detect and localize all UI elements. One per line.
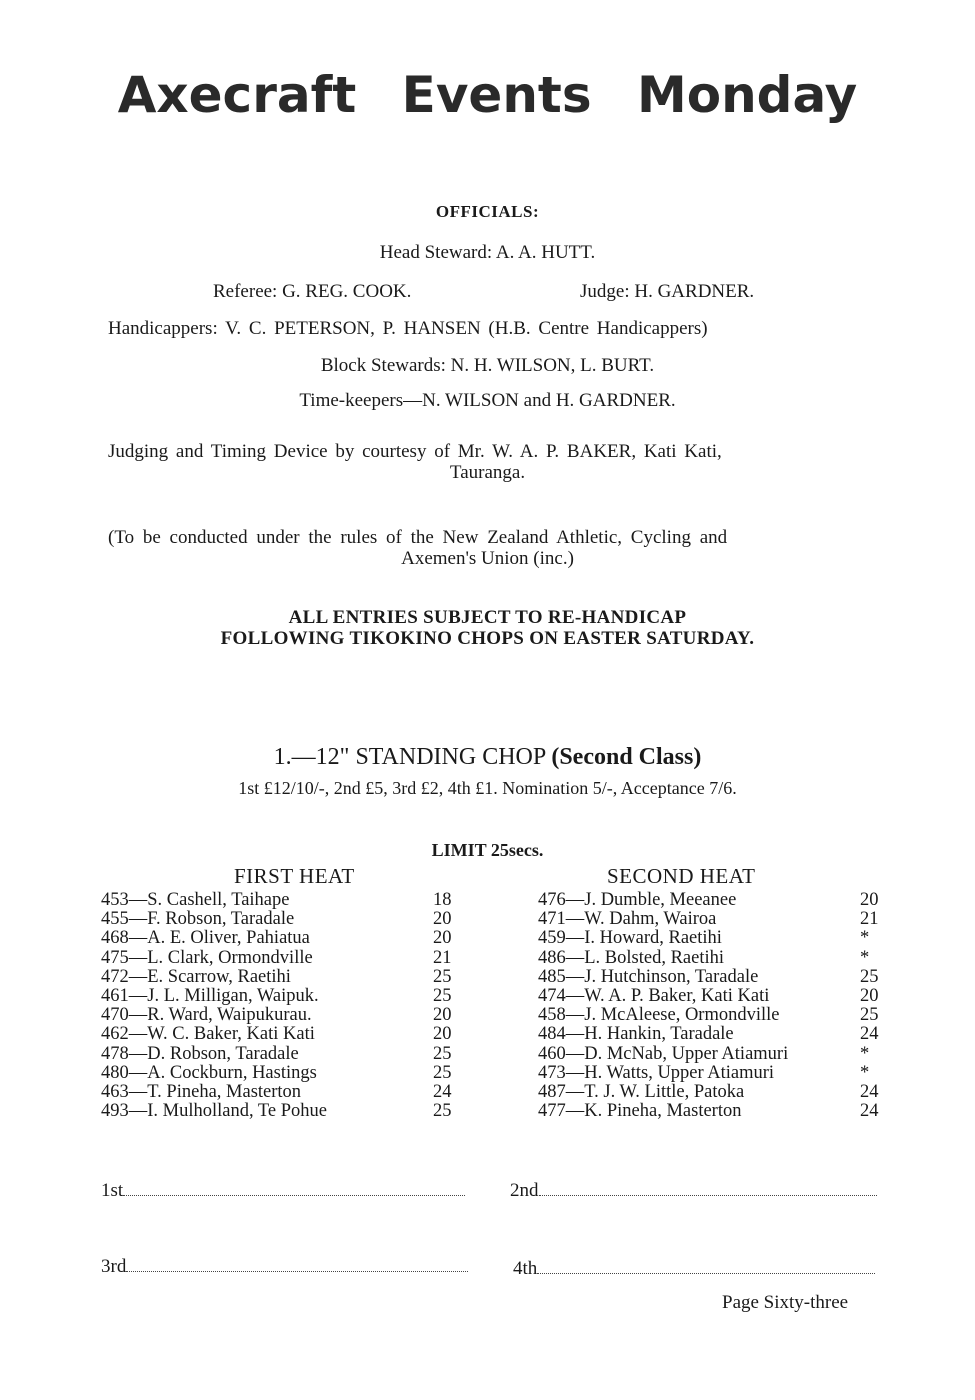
entry-mark: * <box>860 947 870 968</box>
entry-mark: 20 <box>433 909 452 930</box>
entry-name: 486—L. Bolsted, Raetihi <box>538 947 725 968</box>
entry-mark: 21 <box>433 947 452 968</box>
placing-first <box>101 1180 465 1202</box>
entry-name: 468—A. E. Oliver, Pahiatua <box>101 928 310 949</box>
entry-row <box>538 1025 888 1044</box>
first-heat-heading: FIRST HEAT <box>234 864 355 888</box>
first-heat-list <box>101 891 461 1121</box>
entry-name: 471—W. Dahm, Wairoa <box>538 909 717 930</box>
entry-row <box>101 1083 461 1102</box>
entry-mark: 20 <box>433 928 452 949</box>
entry-name: 459—I. Howard, Raetihi <box>538 928 722 949</box>
entry-row <box>538 1083 888 1102</box>
entry-name: 478—D. Robson, Taradale <box>101 1043 299 1064</box>
placing-first-label: 1st <box>101 1180 124 1201</box>
entry-row <box>101 949 461 968</box>
entry-mark: 24 <box>433 1081 452 1102</box>
entry-row <box>538 987 888 1006</box>
entry-mark: 25 <box>433 1062 452 1083</box>
entry-row <box>101 968 461 987</box>
entry-row <box>101 1102 461 1121</box>
entry-mark: 25 <box>860 966 879 987</box>
entry-mark: 25 <box>860 1005 879 1026</box>
entry-row <box>538 968 888 987</box>
entry-mark: 20 <box>860 985 879 1006</box>
entry-mark: 24 <box>860 1081 879 1102</box>
entry-row <box>538 1006 888 1025</box>
event-title <box>0 744 975 771</box>
rehandicap-line2: FOLLOWING TIKOKINO CHOPS ON EASTER SATURDAY. <box>220 628 755 649</box>
entry-name: 462—W. C. Baker, Kati Kati <box>101 1024 315 1045</box>
entry-mark: 18 <box>433 890 452 910</box>
rules-note-line2: Axemen's Union (inc.) <box>401 548 574 569</box>
entry-row <box>538 949 888 968</box>
placing-second-blank <box>539 1195 877 1196</box>
entry-name: 487—T. J. W. Little, Patoka <box>538 1081 745 1102</box>
entry-row <box>538 1064 888 1083</box>
entry-name: 463—T. Pineha, Masterton <box>101 1081 302 1102</box>
entry-name: 480—A. Cockburn, Hastings <box>101 1062 317 1083</box>
placing-fourth <box>513 1258 875 1280</box>
placing-third <box>101 1256 468 1278</box>
judge: Judge: H. GARDNER. <box>580 281 755 302</box>
entry-name: 474—W. A. P. Baker, Kati Kati <box>538 985 770 1006</box>
judging-note-line2: Tauranga. <box>449 462 526 483</box>
entry-row <box>538 1045 888 1064</box>
entry-name: 476—J. Dumble, Meeanee <box>538 890 737 910</box>
entry-name: 485—J. Hutchinson, Taradale <box>538 966 759 987</box>
event-title-main: 1.—12" STANDING CHOP <box>273 744 546 770</box>
entry-name: 473—H. Watts, Upper Atiamuri <box>538 1062 775 1083</box>
referee: Referee: G. REG. COOK. <box>213 281 412 302</box>
entry-mark: 25 <box>433 1101 452 1122</box>
entry-name: 460—D. McNab, Upper Atiamuri <box>538 1043 789 1064</box>
entry-mark: 20 <box>433 1005 452 1026</box>
handicappers: Handicappers: V. C. PETERSON, P. HANSEN (H.B. Centre Handicappers) <box>108 318 708 339</box>
entry-row <box>538 891 888 910</box>
entry-name: 458—J. McAleese, Ormondville <box>538 1005 780 1026</box>
placing-fourth-blank <box>537 1273 875 1274</box>
placing-second <box>510 1180 877 1202</box>
entry-row <box>538 1102 888 1121</box>
entry-mark: 20 <box>860 890 879 910</box>
entry-mark: 24 <box>860 1024 879 1045</box>
time-keepers: Time-keepers—N. WILSON and H. GARDNER. <box>299 390 676 411</box>
placing-second-label: 2nd <box>510 1180 539 1201</box>
entry-mark: 21 <box>860 909 879 930</box>
second-heat-list <box>538 891 888 1121</box>
entry-row <box>101 910 461 929</box>
entry-row <box>101 1064 461 1083</box>
head-steward: Head Steward: A. A. HUTT. <box>379 242 596 263</box>
block-stewards: Block Stewards: N. H. WILSON, L. BURT. <box>320 355 655 376</box>
entry-mark: * <box>860 1062 870 1083</box>
entry-name: 470—R. Ward, Waipukurau. <box>101 1005 312 1026</box>
entry-row <box>101 891 461 910</box>
entry-row <box>101 1006 461 1025</box>
entry-name: 455—F. Robson, Taradale <box>101 909 295 930</box>
entry-mark: * <box>860 928 870 949</box>
page-number: Page Sixty-three <box>722 1292 849 1313</box>
entry-name: 484—H. Hankin, Taradale <box>538 1024 734 1045</box>
entry-mark: 25 <box>433 985 452 1006</box>
placing-third-blank <box>126 1271 468 1272</box>
entry-mark: 20 <box>433 1024 452 1045</box>
page-title: Axecraft Events Monday <box>117 66 858 124</box>
event-title-class: (Second Class) <box>551 744 702 770</box>
rules-note-line1: (To be conducted under the rules of the New Zealand Athletic, Cycling and <box>108 527 728 548</box>
entry-row <box>101 1045 461 1064</box>
entry-mark: * <box>860 1043 870 1064</box>
entry-row <box>101 1025 461 1044</box>
entry-name: 493—I. Mulholland, Te Pohue <box>101 1101 328 1122</box>
entry-name: 472—E. Scarrow, Raetihi <box>101 966 291 987</box>
event-prizes: 1st £12/10/-, 2nd £5, 3rd £2, 4th £1. Nomination 5/-, Acceptance 7/6. <box>238 778 737 798</box>
entry-row <box>538 929 888 948</box>
entry-mark: 24 <box>860 1101 879 1122</box>
placing-fourth-label: 4th <box>513 1258 538 1279</box>
entry-row <box>101 987 461 1006</box>
entry-row <box>101 929 461 948</box>
entry-row <box>538 910 888 929</box>
event-limit: LIMIT 25secs. <box>431 840 544 860</box>
judging-note-line1: Judging and Timing Device by courtesy of Mr. W. A. P. BAKER, Kati Kati, <box>108 441 722 462</box>
entry-mark: 25 <box>433 1043 452 1064</box>
placing-third-label: 3rd <box>101 1256 127 1277</box>
placing-first-blank <box>123 1195 465 1196</box>
entry-name: 477—K. Pineha, Masterton <box>538 1101 742 1122</box>
rehandicap-line1: ALL ENTRIES SUBJECT TO RE-HANDICAP <box>288 607 687 628</box>
entry-mark: 25 <box>433 966 452 987</box>
second-heat-heading: SECOND HEAT <box>607 864 756 888</box>
entry-name: 453—S. Cashell, Taihape <box>101 890 290 910</box>
entry-name: 461—J. L. Milligan, Waipuk. <box>101 985 319 1006</box>
officials-heading: OFFICIALS: <box>435 202 540 221</box>
entry-name: 475—L. Clark, Ormondville <box>101 947 313 968</box>
